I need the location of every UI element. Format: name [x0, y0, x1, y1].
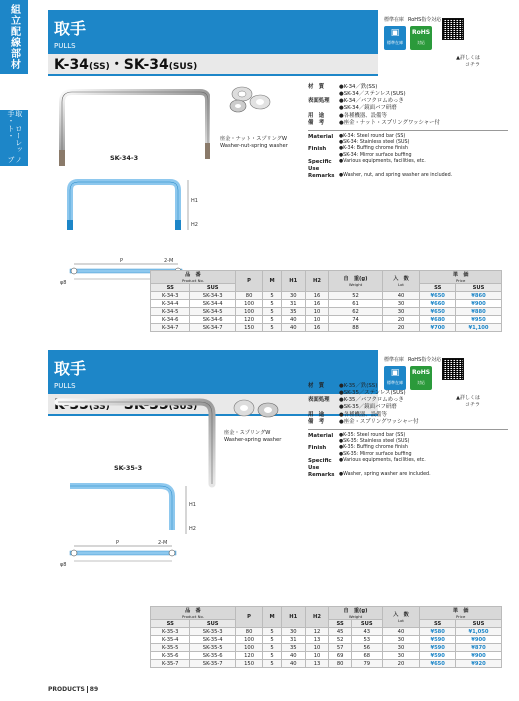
- table-row: [151, 324, 502, 332]
- sidebar: [0, 0, 28, 701]
- th-price-sus: SUS: [456, 620, 502, 628]
- table-row: [151, 316, 502, 324]
- th-h1: H1: [281, 607, 305, 628]
- table-cell: 13: [305, 660, 329, 668]
- th-ss: SS: [151, 620, 190, 628]
- table-cell: 68: [351, 652, 382, 660]
- badges: [384, 16, 504, 72]
- spec-row-en: Material ●K-34: Steel round bar (SS) ●SK-34: Stainless steel (SUS): [308, 133, 410, 146]
- spec-row: 備 考 ●座金・ナット・スプリングワッシャー付: [308, 119, 440, 126]
- spec-row: 材 質 ●K-35／鉄(SS) ●SK-35／ステンレス(SUS): [308, 383, 406, 397]
- spec-row-en: Finish ●K-35: Buffing chrome finish ●SK-35: Mirror surface buffing: [308, 445, 412, 457]
- table-cell: 56: [351, 644, 382, 652]
- th-product: 品 番 Product No.: [151, 607, 236, 620]
- table-cell: 62: [329, 308, 382, 316]
- table-cell: 12: [305, 628, 329, 636]
- table-cell: ¥920: [456, 660, 502, 668]
- table-cell: 40: [281, 652, 305, 660]
- spec-row: 用 途 ●各種機器、設備等: [308, 411, 387, 418]
- model-ss: K-35: [54, 397, 89, 413]
- table-cell: 30: [382, 652, 420, 660]
- table-cell: 5: [263, 300, 282, 308]
- table-cell: 31: [281, 636, 305, 644]
- table-cell: 5: [263, 308, 282, 316]
- technical-drawing: [60, 482, 220, 542]
- page-number: 89: [89, 686, 99, 693]
- table-cell: K-34-6: [151, 316, 190, 324]
- table-cell: K-34-5: [151, 308, 190, 316]
- spec-row: 表面処理 ●K-34／バフクロムめっき ●SK-34／鏡面バフ研磨: [308, 98, 404, 112]
- table-cell: 150: [235, 660, 262, 668]
- table-cell: 53: [351, 636, 382, 644]
- spec-row-en: Remarks ●Washer, nut, and spring washer are included.: [308, 173, 453, 180]
- table-cell: ¥1,050: [456, 628, 502, 636]
- table-cell: ¥900: [456, 636, 502, 644]
- section-title: 取手: [54, 19, 87, 38]
- table-cell: SK-35-4: [190, 636, 235, 644]
- table-cell: 52: [329, 292, 382, 300]
- qr-code-icon[interactable]: [442, 18, 464, 40]
- table-cell: K-34-3: [151, 292, 190, 300]
- dim-p: P: [116, 540, 120, 546]
- table-cell: SK-35-5: [190, 644, 235, 652]
- table-cell: 52: [329, 636, 352, 644]
- model-sus-suffix: (SUS): [168, 402, 198, 412]
- table-cell: 150: [235, 324, 262, 332]
- th-lot: 入 数 Lot: [382, 271, 420, 292]
- table-cell: ¥700: [420, 324, 456, 332]
- dim-m: 2-M: [158, 540, 168, 546]
- th-price: 単 価 Price: [420, 271, 502, 284]
- spec-row-en: Specific Use ●Various equipments, facilities, etc.: [308, 458, 426, 472]
- table-cell: 5: [263, 316, 282, 324]
- table-cell: ¥860: [456, 292, 502, 300]
- table-cell: K-34-4: [151, 300, 190, 308]
- page-footer: PRODUCTS 89: [48, 686, 99, 693]
- detail-link[interactable]: ▲詳しくは コチラ: [456, 55, 480, 68]
- table-cell: K-35-7: [151, 660, 190, 668]
- table-row: [151, 660, 502, 668]
- th-h2: H2: [305, 271, 329, 292]
- th-weight-ss: SS: [329, 620, 352, 628]
- table-cell: 35: [281, 308, 305, 316]
- table-cell: ¥660: [420, 300, 456, 308]
- technical-drawing: [60, 176, 220, 256]
- th-p: P: [235, 271, 262, 292]
- table-cell: SK-34-6: [190, 316, 235, 324]
- table-cell: 16: [305, 324, 329, 332]
- table-cell: 20: [382, 660, 420, 668]
- qr-code-icon[interactable]: [442, 358, 464, 380]
- table-row: [151, 628, 502, 636]
- table-cell: 30: [281, 628, 305, 636]
- table-cell: 40: [281, 316, 305, 324]
- rohs-badge: RoHS 対応: [410, 366, 432, 390]
- table-row: [151, 644, 502, 652]
- table-cell: 80: [235, 292, 262, 300]
- table-cell: 16: [305, 292, 329, 300]
- th-p: P: [235, 607, 262, 628]
- table-cell: SK-35-6: [190, 652, 235, 660]
- washer-label: 座金・ナット・スプリングW Washer-nut-spring washer: [220, 136, 288, 149]
- table-cell: 40: [281, 660, 305, 668]
- plan-drawing: [60, 538, 220, 568]
- table-cell: 30: [382, 636, 420, 644]
- table-row: [151, 292, 502, 300]
- table-row: [151, 308, 502, 316]
- table-cell: 57: [329, 644, 352, 652]
- table-cell: 43: [351, 628, 382, 636]
- table-cell: SK-34-3: [190, 292, 235, 300]
- table-cell: K-34-7: [151, 324, 190, 332]
- dim-p: P: [120, 258, 124, 264]
- spec-row: 表面処理 ●K-35／バフクロムめっき ●SK-35／鏡面バフ研磨: [308, 397, 404, 411]
- spec-block: [308, 383, 508, 479]
- table-cell: 13: [305, 636, 329, 644]
- dim-phi: φ8: [60, 562, 67, 568]
- th-price-ss: SS: [420, 620, 456, 628]
- model-ss-suffix: (SS): [88, 402, 110, 412]
- table-cell: ¥650: [420, 292, 456, 300]
- table-cell: ¥650: [420, 308, 456, 316]
- photo-label: SK-35-3: [114, 464, 143, 472]
- table-cell: 80: [235, 628, 262, 636]
- table-cell: K-35-6: [151, 652, 190, 660]
- table-cell: ¥900: [456, 300, 502, 308]
- standard-stock-badge: ▣ 標準在庫: [384, 366, 406, 390]
- th-sus: SUS: [190, 284, 235, 292]
- th-m: M: [263, 607, 282, 628]
- table-cell: 88: [329, 324, 382, 332]
- table-cell: 69: [329, 652, 352, 660]
- table-cell: 80: [329, 660, 352, 668]
- washer-photo: [230, 396, 282, 422]
- table-cell: 100: [235, 300, 262, 308]
- spec-row: 備 考 ●座金・スプリングワッシャー付: [308, 418, 419, 425]
- th-h1: H1: [281, 271, 305, 292]
- dim-h1: H1: [191, 198, 198, 204]
- dim-phi: φ8: [60, 280, 67, 286]
- table-cell: 30: [382, 308, 420, 316]
- sidebar-tab-line: 取手・: [7, 110, 23, 124]
- table-cell: K-35-3: [151, 628, 190, 636]
- table-cell: 74: [329, 316, 382, 324]
- table-cell: ¥590: [420, 652, 456, 660]
- th-price-sus: SUS: [456, 284, 502, 292]
- spec-block: [308, 84, 508, 180]
- table-cell: 30: [382, 644, 420, 652]
- table-cell: 5: [263, 644, 282, 652]
- table-cell: 10: [305, 644, 329, 652]
- th-ss: SS: [151, 284, 190, 292]
- table-cell: 120: [235, 652, 262, 660]
- standard-stock-badge: ▣ 標準在庫: [384, 26, 406, 50]
- model-sus-suffix: (SUS): [168, 62, 198, 72]
- table-cell: SK-34-4: [190, 300, 235, 308]
- badge-rohs-label: RoHS指令対応: [408, 357, 442, 363]
- sidebar-tab-line: ノブ: [7, 155, 23, 163]
- spec-row-en: Finish ●K-34: Buffing chrome finish ●SK-34: Mirror surface buffing: [308, 146, 412, 158]
- table-cell: ¥650: [420, 660, 456, 668]
- sidebar-tab-line: ローレット・: [7, 125, 23, 154]
- box-icon: ▣: [390, 28, 400, 38]
- table-cell: 120: [235, 316, 262, 324]
- model-ss-suffix: (SS): [88, 62, 110, 72]
- table-cell: 10: [305, 652, 329, 660]
- dim-h2: H2: [189, 526, 196, 532]
- th-m: M: [263, 271, 282, 292]
- table-cell: 35: [281, 644, 305, 652]
- section-title: 取手: [54, 359, 87, 378]
- table-cell: 100: [235, 636, 262, 644]
- dim-h1: H1: [189, 502, 196, 508]
- washer-photo: [228, 82, 274, 116]
- th-h2: H2: [305, 607, 329, 628]
- table-cell: 5: [263, 324, 282, 332]
- box-icon: ▣: [390, 368, 400, 378]
- spec-row-en: Material ●K-35: Steel round bar (SS) ●SK-35: Stainless steel (SUS): [308, 432, 410, 445]
- section-subtitle: PULLS: [54, 42, 76, 50]
- th-price: 単 価 Price: [420, 607, 502, 620]
- table-cell: 61: [329, 300, 382, 308]
- table-cell: ¥870: [456, 644, 502, 652]
- table-cell: 20: [382, 316, 420, 324]
- table-cell: ¥880: [456, 308, 502, 316]
- table-cell: ¥590: [420, 644, 456, 652]
- spec-row-en: Specific Use ●Various equipments, facilities, etc.: [308, 159, 426, 173]
- section-subtitle: PULLS: [54, 382, 76, 390]
- model-ss: K-34: [54, 57, 89, 73]
- dim-h2: H2: [191, 222, 198, 228]
- price-table: [150, 270, 502, 332]
- model-sus: ・SK-35: [109, 397, 169, 413]
- detail-link[interactable]: ▲詳しくは コチラ: [456, 395, 480, 408]
- table-cell: ¥590: [420, 636, 456, 644]
- th-product: 品 番 Product No.: [151, 271, 236, 284]
- th-lot: 入 数 Lot: [382, 607, 420, 628]
- table-cell: SK-34-5: [190, 308, 235, 316]
- table-cell: 16: [305, 300, 329, 308]
- table-cell: 30: [382, 300, 420, 308]
- table-cell: 40: [281, 324, 305, 332]
- table-cell: 45: [329, 628, 352, 636]
- th-weight: 自 重(g) Weight: [329, 271, 382, 292]
- badge-std-label: 標準在庫: [384, 357, 405, 363]
- title-band: [48, 10, 378, 82]
- product-section-k34: [48, 10, 506, 340]
- table-row: [151, 300, 502, 308]
- table-cell: SK-34-7: [190, 324, 235, 332]
- table-cell: 79: [351, 660, 382, 668]
- dim-m: 2-M: [164, 258, 174, 264]
- product-photo: [50, 396, 220, 492]
- price-table: [150, 606, 502, 668]
- table-cell: K-35-5: [151, 644, 190, 652]
- table-cell: ¥680: [420, 316, 456, 324]
- table-cell: 10: [305, 316, 329, 324]
- table-cell: ¥580: [420, 628, 456, 636]
- table-cell: 10: [305, 308, 329, 316]
- th-sus: SUS: [190, 620, 235, 628]
- spec-row: 材 質 ●K-34／鉄(SS) ●SK-34／ステンレス(SUS): [308, 84, 406, 98]
- table-cell: 31: [281, 300, 305, 308]
- th-price-ss: SS: [420, 284, 456, 292]
- table-cell: SK-35-3: [190, 628, 235, 636]
- table-cell: 5: [263, 636, 282, 644]
- table-cell: ¥900: [456, 652, 502, 660]
- photo-label: SK-34-3: [110, 154, 139, 162]
- table-cell: 40: [382, 628, 420, 636]
- spec-row-en: Remarks ●Washer, spring washer are included.: [308, 472, 431, 479]
- table-cell: 5: [263, 292, 282, 300]
- spec-row: 用 途 ●各種機器、設備等: [308, 112, 387, 119]
- table-cell: 5: [263, 652, 282, 660]
- sidebar-tab-pulls[interactable]: [0, 110, 28, 166]
- badge-std-label: 標準在庫: [384, 17, 405, 23]
- table-row: [151, 652, 502, 660]
- table-cell: 100: [235, 308, 262, 316]
- table-cell: 5: [263, 628, 282, 636]
- table-cell: 5: [263, 660, 282, 668]
- table-cell: 30: [281, 292, 305, 300]
- product-section-k35: [48, 350, 506, 680]
- model-heading: [48, 54, 378, 76]
- table-cell: 100: [235, 644, 262, 652]
- washer-label: 座金・スプリングW Washer-spring washer: [224, 430, 282, 443]
- table-cell: 20: [382, 324, 420, 332]
- table-row: [151, 636, 502, 644]
- th-weight-sus: SUS: [351, 620, 382, 628]
- sidebar-category[interactable]: 組立配線部材: [0, 0, 28, 74]
- table-cell: K-35-4: [151, 636, 190, 644]
- rohs-badge: RoHS 対応: [410, 26, 432, 50]
- table-cell: SK-35-7: [190, 660, 235, 668]
- table-cell: 40: [382, 292, 420, 300]
- badge-rohs-label: RoHS指令対応: [408, 17, 442, 23]
- table-cell: ¥1,100: [456, 324, 502, 332]
- th-weight: 自 重(g) Weight: [329, 607, 382, 620]
- table-cell: ¥950: [456, 316, 502, 324]
- model-sus: ・SK-34: [109, 57, 169, 73]
